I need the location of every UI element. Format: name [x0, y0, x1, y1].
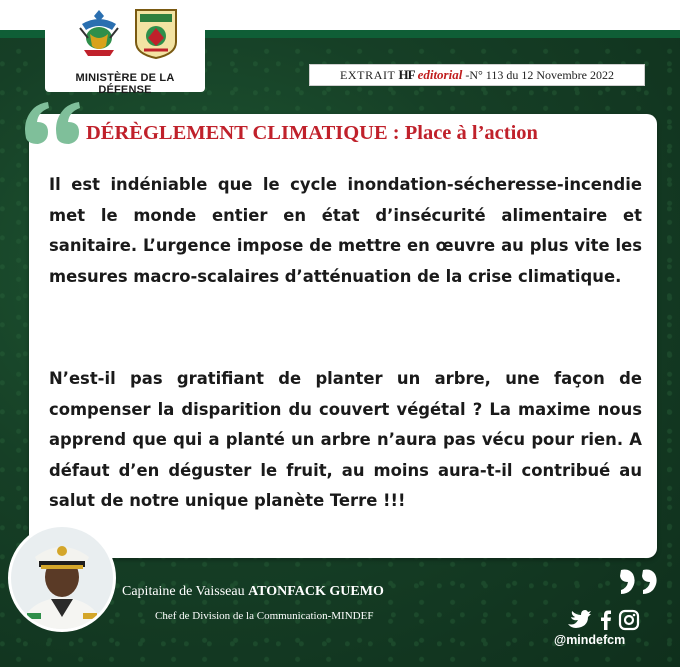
extrait-banner — [309, 64, 645, 86]
signature-name — [122, 584, 384, 600]
instagram-icon[interactable] — [620, 611, 638, 629]
facebook-icon[interactable] — [601, 611, 611, 631]
close-quote-icon — [617, 566, 661, 596]
signature-surname: ATONFACK GUEMO — [248, 584, 384, 599]
twitter-icon[interactable] — [568, 610, 591, 628]
paragraph-2: N’est-il pas gratifiant de planter un arbre, une façon de compenser la disparition du couvert végétal ? La maxime nous apprend que qui a planté un arbre n’aura pas vécu pour rien. A défaut d’en déguster le fruit, au moins aura-t-il contribué au salut de notre unique planète Terre !!! — [49, 369, 642, 510]
open-quote-icon — [20, 98, 86, 148]
division-badge-icon — [134, 8, 178, 60]
extrait-prefix: EXTRAIT — [339, 67, 396, 82]
officer-portrait-icon — [11, 527, 113, 629]
ministry-emblem-icon — [76, 8, 122, 58]
article-title: DÉRÈGLEMENT CLIMATIQUE : Place à l’action — [86, 122, 538, 144]
editorial-label: editorial — [417, 67, 463, 82]
signature-rank: Capitaine de Vaisseau — [122, 584, 245, 599]
social-icons — [566, 609, 646, 631]
hf-brand: HF — [398, 67, 415, 82]
paragraph-1: Il est indéniable que le cycle inondation-sécheresse-incendie met le monde entier en état d’insécurité alimentaire et sanitaire. L’urgence impose de mettre en œuvre au plus vite les mesures macro-scalaires d’atténuation de la crise climatique. — [49, 175, 642, 286]
author-photo — [8, 524, 116, 632]
social-handle[interactable]: @mindefcm — [554, 633, 626, 647]
ministry-label: MINISTÈRE DE LA DÉFENSE — [75, 72, 175, 96]
signature-role: Chef de Division de la Communication-MINDEF — [155, 610, 374, 622]
issue-label: -N° 113 du 12 Novembre 2022 — [465, 67, 615, 82]
